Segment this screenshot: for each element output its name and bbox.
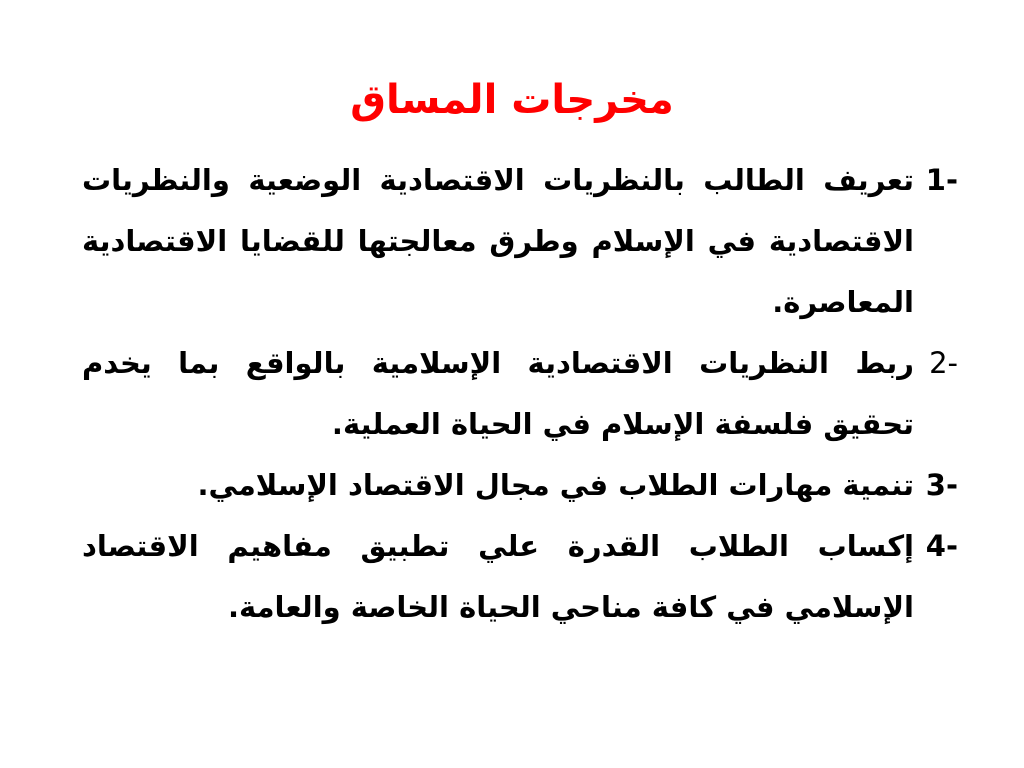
item-text: تعريف الطالب بالنظريات الاقتصادية الوضعية والنظريات الاقتصادية في الإسلام وطرق معالجتها للقضايا الاقتصادية المعاصرة.: [82, 163, 914, 319]
item-text: ربط النظريات الاقتصادية الإسلامية بالواقع بما يخدم تحقيق فلسفة الإسلام في الحياة العملية.: [82, 346, 914, 441]
item-number: 4-: [925, 529, 958, 563]
outcomes-list: [82, 150, 958, 638]
list-item: [82, 455, 958, 516]
list-item: [82, 516, 958, 638]
item-number: 1-: [925, 163, 958, 197]
list-item: [82, 333, 958, 455]
slide-title: مخرجات المساق: [350, 77, 674, 123]
list-item: [82, 150, 958, 333]
item-number: 3-: [925, 468, 958, 502]
item-text: تنمية مهارات الطلاب في مجال الاقتصاد الإسلامي.: [197, 468, 914, 502]
item-text: إكساب الطلاب القدرة علي تطبيق مفاهيم الاقتصاد الإسلامي في كافة مناحي الحياة الخاصة والعامة.: [82, 529, 914, 624]
item-number: 2-: [929, 346, 958, 380]
